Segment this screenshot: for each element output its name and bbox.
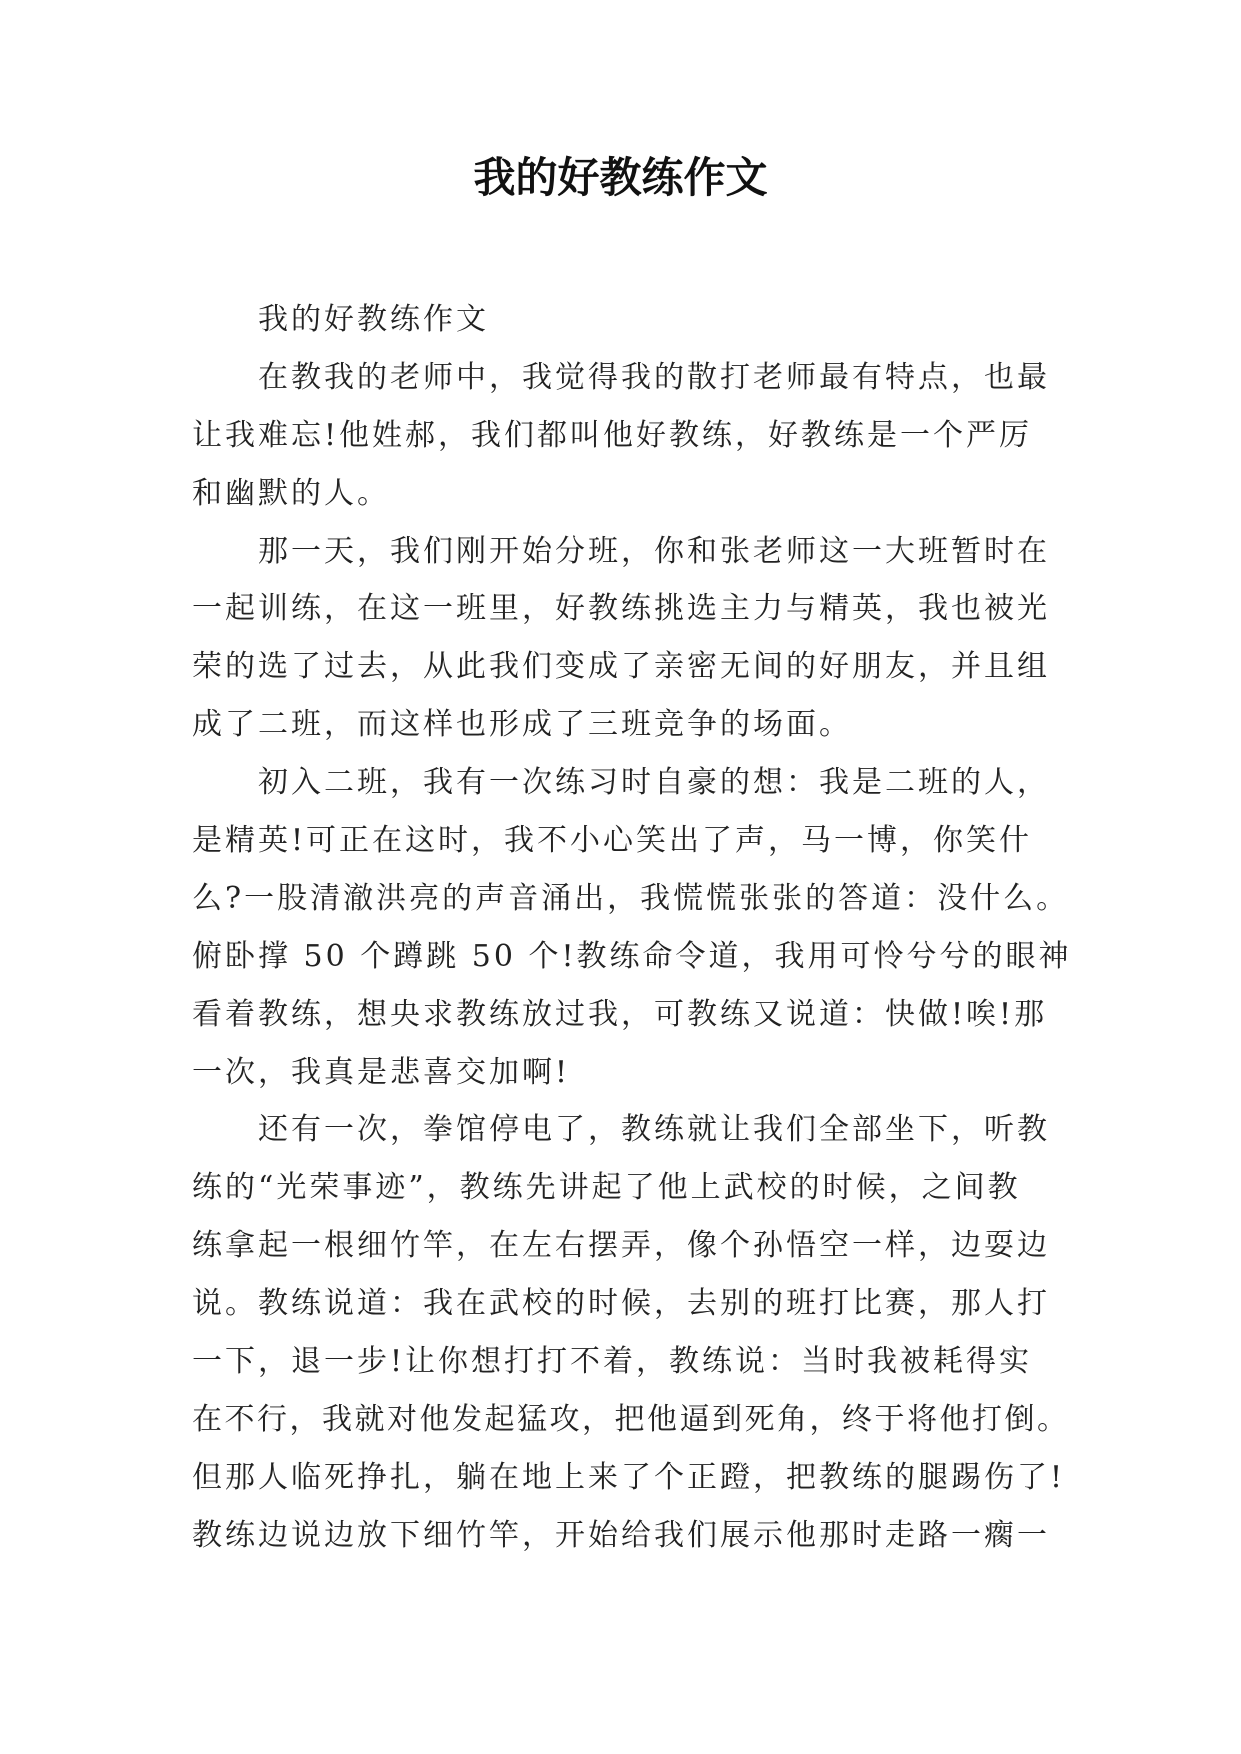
document-body	[192, 291, 1072, 1565]
body-line: 一起训练，在这一班里，好教练挑选主力与精英，我也被光	[192, 591, 1050, 627]
body-line: 俯卧撑 50 个蹲跳 50 个!教练命令道，我用可怜兮兮的眼神	[192, 938, 1072, 974]
body-line: 练拿起一根细竹竿，在左右摆弄，像个孙悟空一样，边耍边	[192, 1228, 1050, 1264]
body-line: 在不行，我就对他发起猛攻，把他逼到死角，终于将他打倒。	[192, 1401, 1070, 1437]
body-line: 还有一次，拳馆停电了，教练就让我们全部坐下，听教	[258, 1112, 1050, 1148]
body-line: 看着教练，想央求教练放过我，可教练又说道：快做!唉!那	[192, 996, 1048, 1032]
body-line: 和幽默的人。	[192, 475, 390, 511]
body-line: 说。教练说道：我在武校的时候，去别的班打比赛，那人打	[192, 1286, 1050, 1322]
body-line: 是精英!可正在这时，我不小心笑出了声，马一博，你笑什	[192, 823, 1033, 859]
document-title: 我的好教练作文	[473, 153, 768, 202]
body-line: 初入二班，我有一次练习时自豪的想：我是二班的人，	[258, 765, 1050, 801]
body-line: 么?一股清澈洪亮的声音涌出，我慌慌张张的答道：没什么。	[192, 880, 1070, 916]
body-line: 但那人临死挣扎，躺在地上来了个正蹬，把教练的腿踢伤了!	[192, 1459, 1066, 1495]
body-line: 一下，退一步!让你想打打不着，教练说：当时我被耗得实	[192, 1344, 1033, 1380]
body-line: 在教我的老师中，我觉得我的散打老师最有特点，也最	[258, 359, 1050, 395]
body-line: 教练边说边放下细竹竿，开始给我们展示他那时走路一瘸一	[192, 1517, 1050, 1553]
body-line: 荣的选了过去，从此我们变成了亲密无间的好朋友，并且组	[192, 649, 1050, 685]
body-line: 让我难忘!他姓郝，我们都叫他好教练，好教练是一个严厉	[192, 417, 1033, 453]
body-line: 练的“光荣事迹”，教练先讲起了他上武校的时候，之间教	[192, 1170, 1021, 1206]
body-line: 那一天，我们刚开始分班，你和张老师这一大班暂时在	[258, 533, 1050, 569]
body-line: 我的好教练作文	[258, 302, 489, 337]
body-line: 一次，我真是悲喜交加啊!	[192, 1054, 571, 1090]
body-line: 成了二班，而这样也形成了三班竞争的场面。	[192, 707, 852, 743]
